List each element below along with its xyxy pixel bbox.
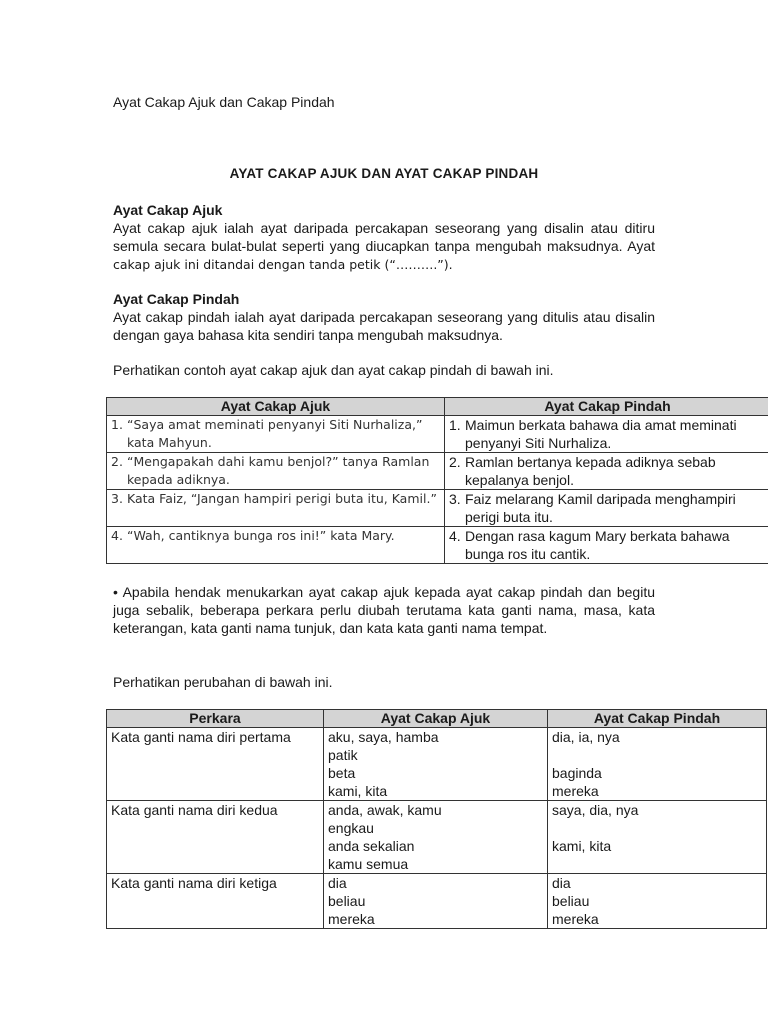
cell-text: Dengan rasa kagum Mary berkata bahawa bunga ros itu cantik. [465, 528, 730, 562]
cell-pindah [445, 416, 768, 453]
cell-pindah [548, 874, 767, 929]
row-number: 1. [111, 417, 123, 432]
changes-table [106, 709, 767, 929]
section-body: Ayat cakap pindah ialah ayat daripada percakapan seseorang yang ditulis atau disalin dengan gaya bahasa kita sendiri tanpa mengubah maksudnya. [113, 309, 655, 343]
table-header-row [107, 710, 767, 728]
cell-line: kami, kita [552, 838, 612, 854]
cell-line: anda, awak, kamu [328, 802, 442, 818]
cell-text: Maimun berkata bahawa dia amat meminati penyanyi Siti Nurhaliza. [465, 417, 737, 451]
cell-line: baginda [552, 765, 602, 781]
section-text-tail: cakap ajuk ini ditandai dengan tanda petik (“……….”). [113, 257, 453, 272]
cell-text: “Saya amat meminati penyanyi Siti Nurhaliza,” kata Mahyun. [127, 417, 423, 450]
cell-line: mereka [328, 911, 375, 927]
cell-line [552, 855, 762, 873]
table-row [107, 527, 768, 564]
cell-line: dia, ia, nya [552, 729, 620, 745]
section-heading: Ayat Cakap Ajuk [113, 202, 223, 218]
section-cakap-pindah [113, 290, 655, 344]
cell-line: anda sekalian [328, 838, 415, 854]
cell-ajuk [107, 527, 445, 564]
cell-ajuk [107, 416, 445, 453]
row-number: 1. [449, 417, 461, 433]
examples-table [106, 397, 768, 564]
section-cakap-ajuk [113, 201, 655, 274]
section-body [113, 219, 655, 274]
cell-line: dia [552, 875, 571, 891]
cell-line: patik [328, 747, 358, 763]
cell-line: saya, dia, nya [552, 802, 639, 818]
cell-line: aku, saya, hamba [328, 729, 439, 745]
document-header: Ayat Cakap Ajuk dan Cakap Pindah [113, 94, 335, 110]
cell-perkara: Kata ganti nama diri kedua [107, 801, 324, 874]
cell-text: Faiz melarang Kamil daripada menghampiri perigi buta itu. [465, 491, 736, 525]
cell-line [552, 819, 762, 837]
row-number: 4. [449, 528, 461, 544]
column-header-pindah: Ayat Cakap Pindah [548, 710, 767, 728]
cell-line: engkau [328, 820, 374, 836]
cell-line: dia [328, 875, 347, 891]
changes-intro: Perhatikan perubahan di bawah ini. [113, 674, 333, 690]
cell-perkara: Kata ganti nama diri pertama [107, 728, 324, 801]
table-row [107, 416, 768, 453]
column-header-ajuk: Ayat Cakap Ajuk [107, 398, 445, 416]
row-number: 3. [449, 491, 461, 507]
cell-text: “Mengapakah dahi kamu benjol?” tanya Ramlan kepada adiknya. [127, 454, 430, 487]
cell-line: beliau [552, 893, 590, 909]
cell-line: beliau [328, 893, 366, 909]
cell-line: kamu semua [328, 856, 409, 872]
cell-ajuk [107, 453, 445, 490]
table-header-row [107, 398, 768, 416]
table-row [107, 801, 767, 874]
column-header-perkara: Perkara [107, 710, 324, 728]
cell-line [552, 746, 762, 764]
cell-ajuk [324, 801, 548, 874]
row-number: 3. [111, 491, 123, 506]
table-row [107, 874, 767, 929]
cell-pindah [548, 801, 767, 874]
cell-line: mereka [552, 911, 599, 927]
cell-line: kami, kita [328, 783, 388, 799]
section-heading: Ayat Cakap Pindah [113, 291, 240, 307]
column-header-ajuk: Ayat Cakap Ajuk [324, 710, 548, 728]
cell-ajuk [324, 874, 548, 929]
cell-text: “Wah, cantiknya bunga ros ini!” kata Mary. [127, 528, 395, 543]
main-title: AYAT CAKAP AJUK DAN AYAT CAKAP PINDAH [229, 166, 539, 181]
cell-ajuk [107, 490, 445, 527]
cell-line: mereka [552, 783, 599, 799]
examples-intro: Perhatikan contoh ayat cakap ajuk dan ayat cakap pindah di bawah ini. [113, 362, 554, 378]
section-text: Ayat cakap ajuk ialah ayat daripada percakapan seseorang yang disalin atau ditiru semula secara bulat-bulat seperti yang diucapkan tanpa mengubah maksudnya. Ayat [113, 220, 655, 254]
cell-text: Kata Faiz, “Jangan hampiri perigi buta itu, Kamil.” [127, 491, 437, 506]
row-number: 2. [449, 454, 461, 470]
row-number: 4. [111, 528, 123, 543]
cell-perkara: Kata ganti nama diri ketiga [107, 874, 324, 929]
cell-text: Ramlan bertanya kepada adiknya sebab kepalanya benjol. [465, 454, 716, 488]
row-number: 2. [111, 454, 123, 469]
table-row [107, 728, 767, 801]
cell-pindah [445, 490, 768, 527]
cell-line: beta [328, 765, 356, 781]
column-header-pindah: Ayat Cakap Pindah [445, 398, 768, 416]
table-row [107, 453, 768, 490]
cell-pindah [548, 728, 767, 801]
cell-pindah [445, 453, 768, 490]
bullet-paragraph: • Apabila hendak menukarkan ayat cakap ajuk kepada ayat cakap pindah dan begitu juga sebalik, beberapa perkara perlu diubah terutama kata ganti nama, masa, kata keterangan, kata ganti nama tunjuk, dan kata kata ganti nama tempat. [113, 584, 655, 636]
cell-ajuk [324, 728, 548, 801]
table-row [107, 490, 768, 527]
cell-pindah [445, 527, 768, 564]
